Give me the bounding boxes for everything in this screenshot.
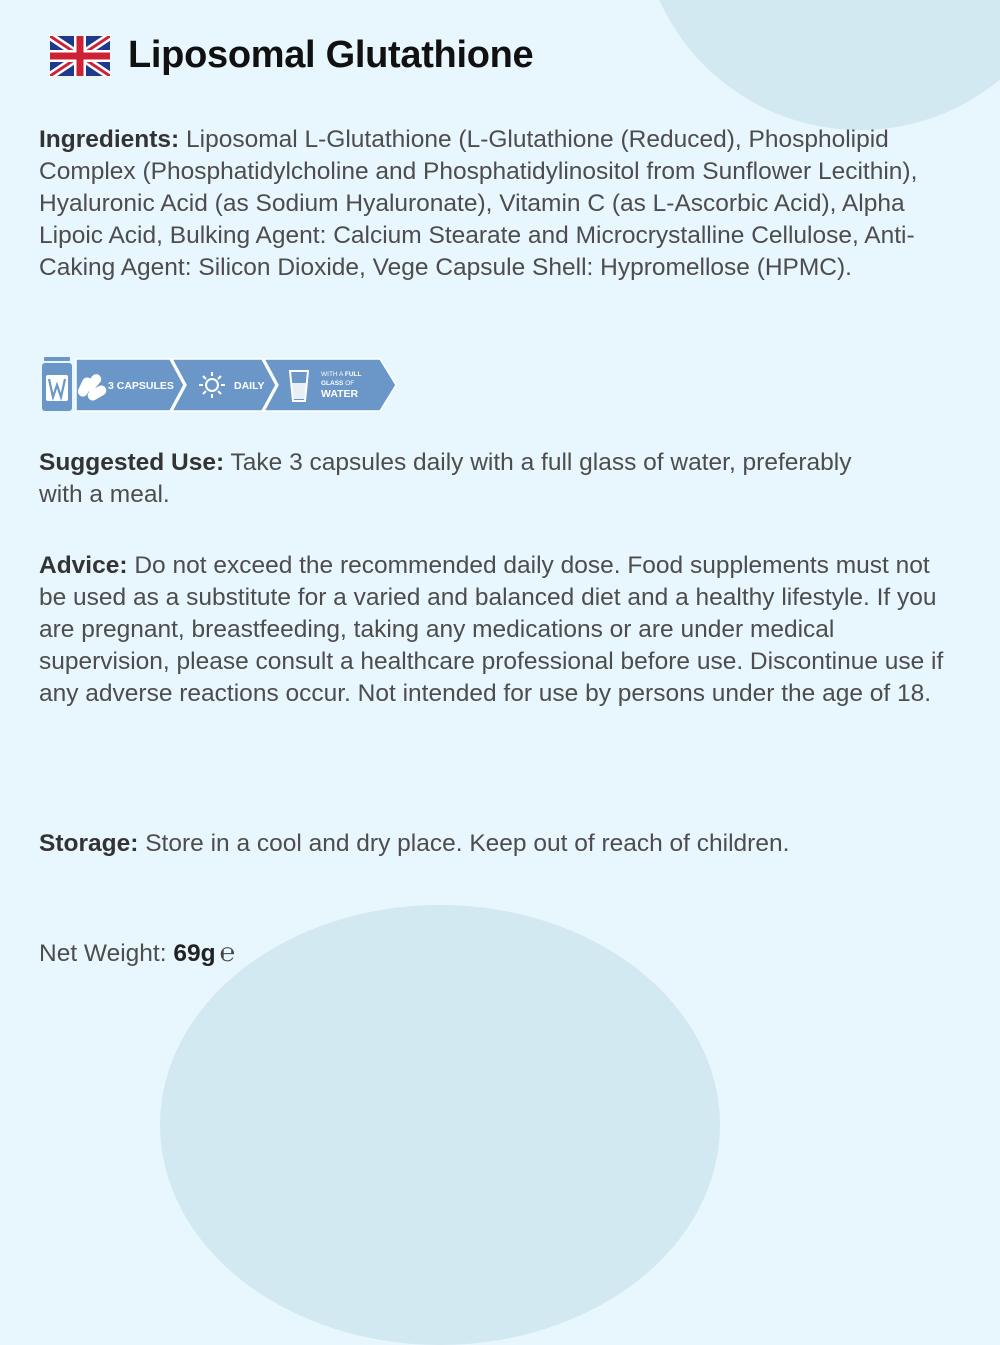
ingredients-section: [39, 124, 939, 284]
daily-label: DAILY: [234, 380, 265, 392]
net-weight-value: 69g: [173, 940, 216, 967]
storage-section: [39, 828, 819, 860]
decorative-circle-top-right: [640, 0, 1000, 130]
page-title: Liposomal Glutathione: [128, 34, 534, 76]
ingredients-text: Liposomal L-Glutathione (L-Glutathione (Reduced), Phospholipid Complex (Phosphatidylcholine and Phosphatidylinositol from Sunflower Lecithin), Hyaluronic Acid (as Sodium Hyaluronate), Vitamin C (as L-Ascorbic Acid), Alpha Lipoic Acid, Bulking Agent: Calcium Stearate and Microcrystalline Cellulose, Anti-Caking Agent: Silicon Dioxide, Vege Capsule Shell: Hypromellose (HPMC).: [39, 126, 918, 281]
e-mark-icon: ℮: [219, 938, 236, 968]
suggested-use-text: Take 3 capsules daily with a full glass of water, preferably with a meal.: [39, 449, 852, 508]
header: [50, 34, 533, 77]
water-line-1: WITH A FULL: [321, 371, 362, 378]
advice-label: Advice:: [39, 552, 128, 579]
suggested-use-section: [39, 447, 869, 511]
water-line-2: GLASS OF: [321, 380, 355, 387]
capsules-label: 3 CAPSULES: [108, 380, 174, 392]
supplement-bottle-icon: [42, 357, 72, 411]
net-weight-label: Net Weight:: [39, 940, 174, 967]
dosage-badge-strip: [40, 355, 400, 413]
suggested-use-label: Suggested Use:: [39, 449, 225, 476]
advice-section: [39, 550, 959, 710]
net-weight-section: [39, 937, 235, 970]
uk-flag-icon: [50, 36, 110, 76]
advice-text: Do not exceed the recommended daily dose. Food supplements must not be used as a substitute for a varied and balanced diet and a healthy lifestyle. If you are pregnant, breastfeeding, taking any medications or are under medical supervision, please consult a healthcare professional before use. Discontinue use if any adverse reactions occur. Not intended for use by persons under the age of 18.: [39, 552, 944, 707]
decorative-circle-bottom: [160, 905, 720, 1345]
water-line-3: WATER: [321, 388, 359, 400]
ingredients-label: Ingredients:: [39, 126, 180, 153]
storage-text: Store in a cool and dry place. Keep out of reach of children.: [138, 830, 790, 857]
storage-label: Storage:: [39, 830, 139, 857]
